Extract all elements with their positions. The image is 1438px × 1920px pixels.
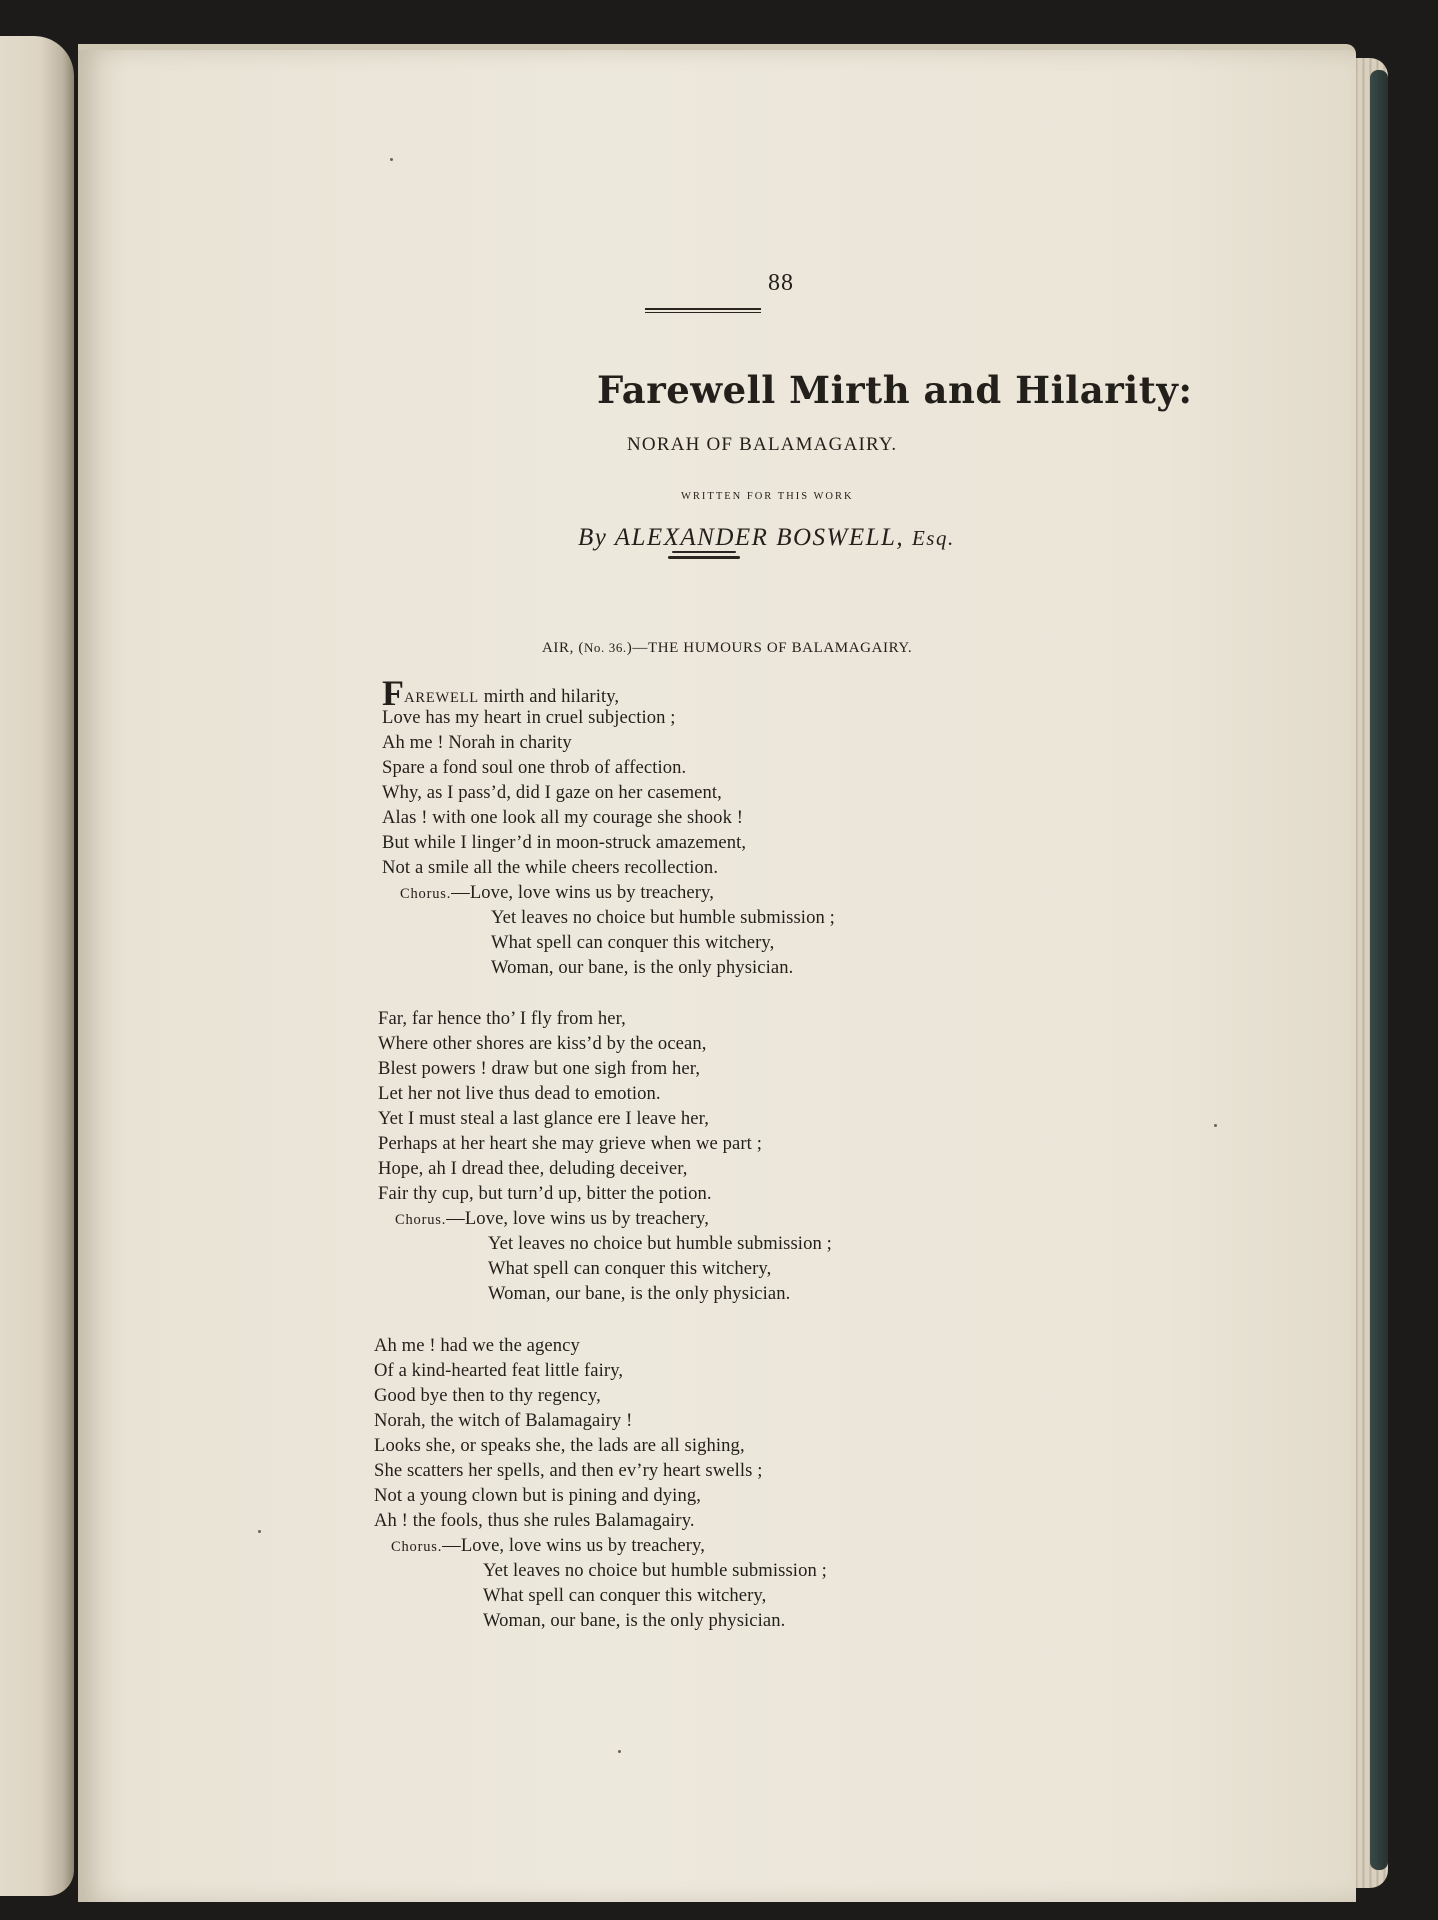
verse-1-line-1	[382, 675, 619, 711]
author-by: By	[578, 524, 608, 551]
first-line-rest: mirth and hilarity,	[478, 686, 620, 707]
verse-2-chorus-line-4: Woman, our bane, is the only physician.	[488, 1283, 791, 1304]
written-for-note: WRITTEN FOR THIS WORK	[681, 491, 854, 502]
verse-1-line-7: But while I linger’d in moon-struck amazement,	[382, 832, 747, 853]
air-suffix: )—THE HUMOURS OF BALAMAGAIRY.	[626, 640, 913, 656]
verse-1-chorus-line-3: What spell can conquer this witchery,	[491, 932, 775, 953]
verse-3-line-8: Ah ! the fools, thus she rules Balamagairy.	[374, 1510, 695, 1531]
air-number: No. 36.	[583, 640, 627, 655]
song-title: Farewell Mirth and Hilarity:	[597, 368, 1193, 412]
paper-speck	[258, 1530, 261, 1533]
verse-1-line-4: Spare a fond soul one throb of affection.	[382, 757, 687, 778]
chorus-label: Chorus.	[395, 1212, 447, 1228]
paper-speck	[390, 158, 393, 161]
verse-1-line-2: Love has my heart in cruel subjection ;	[382, 707, 676, 728]
first-word-smallcaps: AREWELL	[404, 690, 479, 706]
verse-2-line-3: Blest powers ! draw but one sigh from her,	[378, 1058, 701, 1079]
verse-3-chorus-line-4: Woman, our bane, is the only physician.	[483, 1610, 786, 1631]
author-line	[578, 524, 955, 552]
drop-cap: F	[382, 673, 405, 713]
ornament-rule-top	[672, 551, 736, 553]
header-rule-bottom	[645, 312, 761, 313]
verse-1-line-8: Not a smile all the while cheers recollection.	[382, 857, 719, 878]
verse-2-line-7: Hope, ah I dread thee, deluding deceiver,	[378, 1158, 688, 1179]
verse-3-line-6: She scatters her spells, and then ev’ry heart swells ;	[374, 1460, 763, 1481]
verse-2-chorus-line-2: Yet leaves no choice but humble submission ;	[488, 1233, 832, 1254]
verse-3-chorus-line-3: What spell can conquer this witchery,	[483, 1585, 767, 1606]
chorus-first-line: —Love, love wins us by treachery,	[442, 1535, 705, 1556]
author-suffix: Esq.	[911, 526, 955, 550]
air-heading	[542, 640, 912, 657]
verse-1-line-3: Ah me ! Norah in charity	[382, 732, 572, 753]
verse-2-line-4: Let her not live thus dead to emotion.	[378, 1083, 661, 1104]
author-name: ALEXANDER BOSWELL,	[614, 524, 905, 551]
air-prefix: AIR, (	[542, 640, 584, 656]
verse-3-line-7: Not a young clown but is pining and dying,	[374, 1485, 701, 1506]
ornament-rule-bottom	[668, 556, 740, 559]
verse-3-line-1: Ah me ! had we the agency	[374, 1335, 580, 1356]
verse-2-chorus-line-1	[395, 1208, 709, 1230]
verse-2-line-6: Perhaps at her heart she may grieve when we part ;	[378, 1133, 762, 1154]
chorus-first-line: —Love, love wins us by treachery,	[446, 1208, 709, 1229]
printed-page	[78, 44, 1356, 1902]
verse-2-line-8: Fair thy cup, but turn’d up, bitter the potion.	[378, 1183, 712, 1204]
verse-3-line-4: Norah, the witch of Balamagairy !	[374, 1410, 633, 1431]
verse-1-chorus-line-1	[400, 882, 714, 904]
verse-1-chorus-line-4: Woman, our bane, is the only physician.	[491, 957, 794, 978]
header-rule-top	[645, 308, 761, 310]
book-cover-edge	[1370, 70, 1388, 1870]
verse-2-line-2: Where other shores are kiss’d by the ocean,	[378, 1033, 707, 1054]
verse-1-chorus-line-2: Yet leaves no choice but humble submission ;	[491, 907, 835, 928]
verse-3-chorus-line-2: Yet leaves no choice but humble submission ;	[483, 1560, 827, 1581]
song-subtitle: NORAH OF BALAMAGAIRY.	[627, 434, 898, 455]
left-facing-page-edge	[0, 36, 74, 1896]
verse-2-chorus-line-3: What spell can conquer this witchery,	[488, 1258, 772, 1279]
paper-speck	[1214, 1124, 1217, 1127]
paper-speck	[618, 1750, 621, 1753]
chorus-label: Chorus.	[391, 1539, 443, 1555]
verse-3-chorus-line-1	[391, 1535, 705, 1557]
verse-3-line-3: Good bye then to thy regency,	[374, 1385, 601, 1406]
verse-3-line-5: Looks she, or speaks she, the lads are all sighing,	[374, 1435, 745, 1456]
verse-1-line-6: Alas ! with one look all my courage she shook !	[382, 807, 744, 828]
chorus-first-line: —Love, love wins us by treachery,	[451, 882, 714, 903]
chorus-label: Chorus.	[400, 886, 452, 902]
verse-2-line-1: Far, far hence tho’ I fly from her,	[378, 1008, 626, 1029]
verse-1-line-5: Why, as I pass’d, did I gaze on her casement,	[382, 782, 722, 803]
page-number: 88	[768, 270, 794, 296]
verse-3-line-2: Of a kind-hearted feat little fairy,	[374, 1360, 624, 1381]
verse-2-line-5: Yet I must steal a last glance ere I leave her,	[378, 1108, 709, 1129]
